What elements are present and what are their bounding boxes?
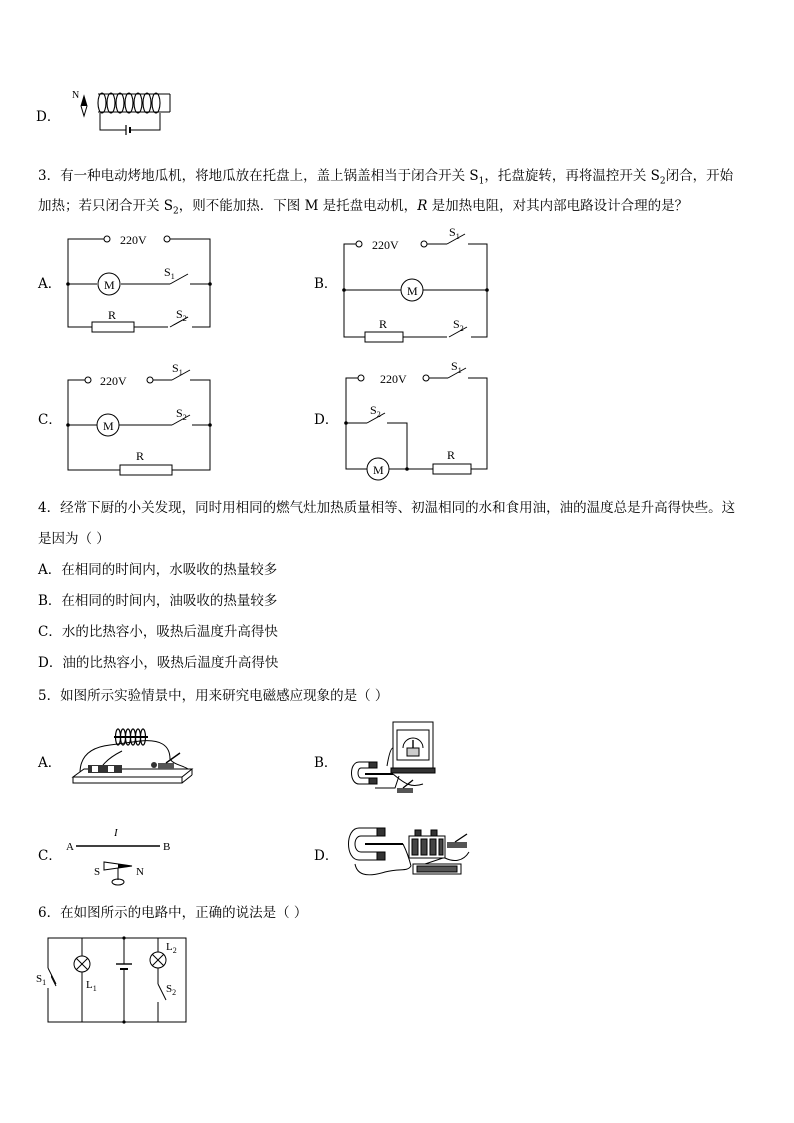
svg-text:M: M (407, 284, 418, 298)
coil-windings (98, 93, 160, 113)
q5-stem: 5．如图所示实验情景中，用来研究电磁感应现象的是（ ） (38, 688, 389, 704)
q5-figure-c (64, 826, 184, 888)
battery-icon (88, 765, 122, 773)
q3-option-b-label[interactable]: B． (314, 276, 338, 292)
q3-option-c-label[interactable]: C． (38, 412, 62, 428)
svg-text:S2: $S_2$ (453, 317, 464, 333)
svg-text:R: R (379, 317, 388, 331)
q4-option-a[interactable]: A．在相同的时间内，水吸收的热量较多 (38, 562, 278, 578)
switch-s1-label: $S_1$ (164, 265, 175, 281)
q4-option-c[interactable]: C．水的比热容小，吸热后温度升高得快 (38, 624, 278, 640)
compass-s-label: S (94, 866, 101, 878)
switch-icon (397, 780, 413, 793)
q4-option-d[interactable]: D．油的比热容小，吸热后温度升高得快 (38, 655, 279, 671)
q2-coil-diagram (70, 86, 175, 136)
svg-text:220V: 220V (380, 372, 407, 386)
svg-text:220V: 220V (372, 238, 399, 252)
q3-circuit-b (335, 225, 500, 343)
q5-option-b-label[interactable]: B． (314, 755, 338, 771)
svg-text:R: R (136, 449, 145, 463)
current-label: I (114, 827, 118, 839)
svg-text:R: R (447, 448, 456, 462)
switch-icon (447, 834, 467, 848)
q3-circuit-d (335, 359, 500, 477)
q6-stem: 6．在如图所示的电路中，正确的说法是（ ） (38, 905, 308, 921)
battery-pack-icon (409, 830, 445, 858)
point-a-label: A (66, 841, 74, 853)
coil-icon (114, 729, 148, 745)
svg-text:S1: $S_1$ (451, 359, 462, 375)
svg-text:220V: 220V (100, 374, 127, 388)
voltage-label: 220V (120, 233, 147, 247)
switch-s2-label: $S_2$ (166, 983, 177, 997)
compass-n-label: N (136, 866, 144, 878)
svg-text:S1: $S_1$ (449, 225, 460, 241)
lamp-l1-label: $L_1$ (86, 979, 97, 993)
q5-option-a-label[interactable]: A． (38, 755, 62, 771)
coil-pole-label: N (72, 90, 80, 101)
q3-circuit-a (60, 228, 220, 333)
q5-figure-d (345, 822, 475, 884)
q5-option-d-label[interactable]: D． (314, 848, 339, 864)
switch-s1-label: $S_1$ (36, 973, 47, 987)
svg-text:M: M (373, 463, 384, 477)
switch-s2-icon (158, 984, 166, 1000)
q3-stem-line2: 加热；若只闭合开关 $S_2$，则不能加热．下图 M 是托盘电动机，R 是加热电阻，对其内部电路设计合理的是？ (38, 198, 689, 217)
q4-stem-line2: 是因为（ ） (38, 531, 110, 547)
svg-text:M: M (103, 419, 114, 433)
u-magnet-icon (349, 828, 412, 875)
q3-option-d-label[interactable]: D． (314, 412, 339, 428)
q3-option-a-label[interactable]: A． (38, 276, 62, 292)
motor-label: M (104, 278, 115, 292)
q3-stem-line1: 3．有一种电动烤地瓜机，将地瓜放在托盘上，盖上锅盖相当于闭合开关 $S_1$，托盘旋转，再将温控开关 $S_2$闭合，开始 (38, 168, 734, 187)
svg-text:S1: $S_1$ (172, 361, 183, 377)
q5-option-c-label[interactable]: C． (38, 848, 62, 864)
compass-needle-north-icon (81, 96, 87, 106)
point-b-label: B (163, 841, 171, 853)
q3-circuit-c (60, 362, 220, 477)
q5-figure-b (345, 718, 445, 800)
switch-s2-label: $S_2$ (176, 307, 187, 323)
resistor-label: R (108, 308, 117, 322)
q6-circuit (36, 930, 196, 1030)
lamp-l2-label: $L_2$ (166, 941, 177, 955)
q4-option-b[interactable]: B．在相同的时间内，油吸收的热量较多 (38, 593, 278, 609)
svg-text:S2: $S_2$ (176, 406, 187, 422)
q2-option-d-label: D． (36, 109, 61, 125)
switch-icon (158, 753, 180, 769)
svg-text:S2: $S_2$ (370, 403, 381, 419)
q5-figure-a (70, 725, 195, 795)
q4-stem-line1: 4．经常下厨的小关发现，同时用相同的燃气灶加热质量相等、初温相同的水和食用油，油的温度总是升高得快些。这 (38, 500, 736, 516)
